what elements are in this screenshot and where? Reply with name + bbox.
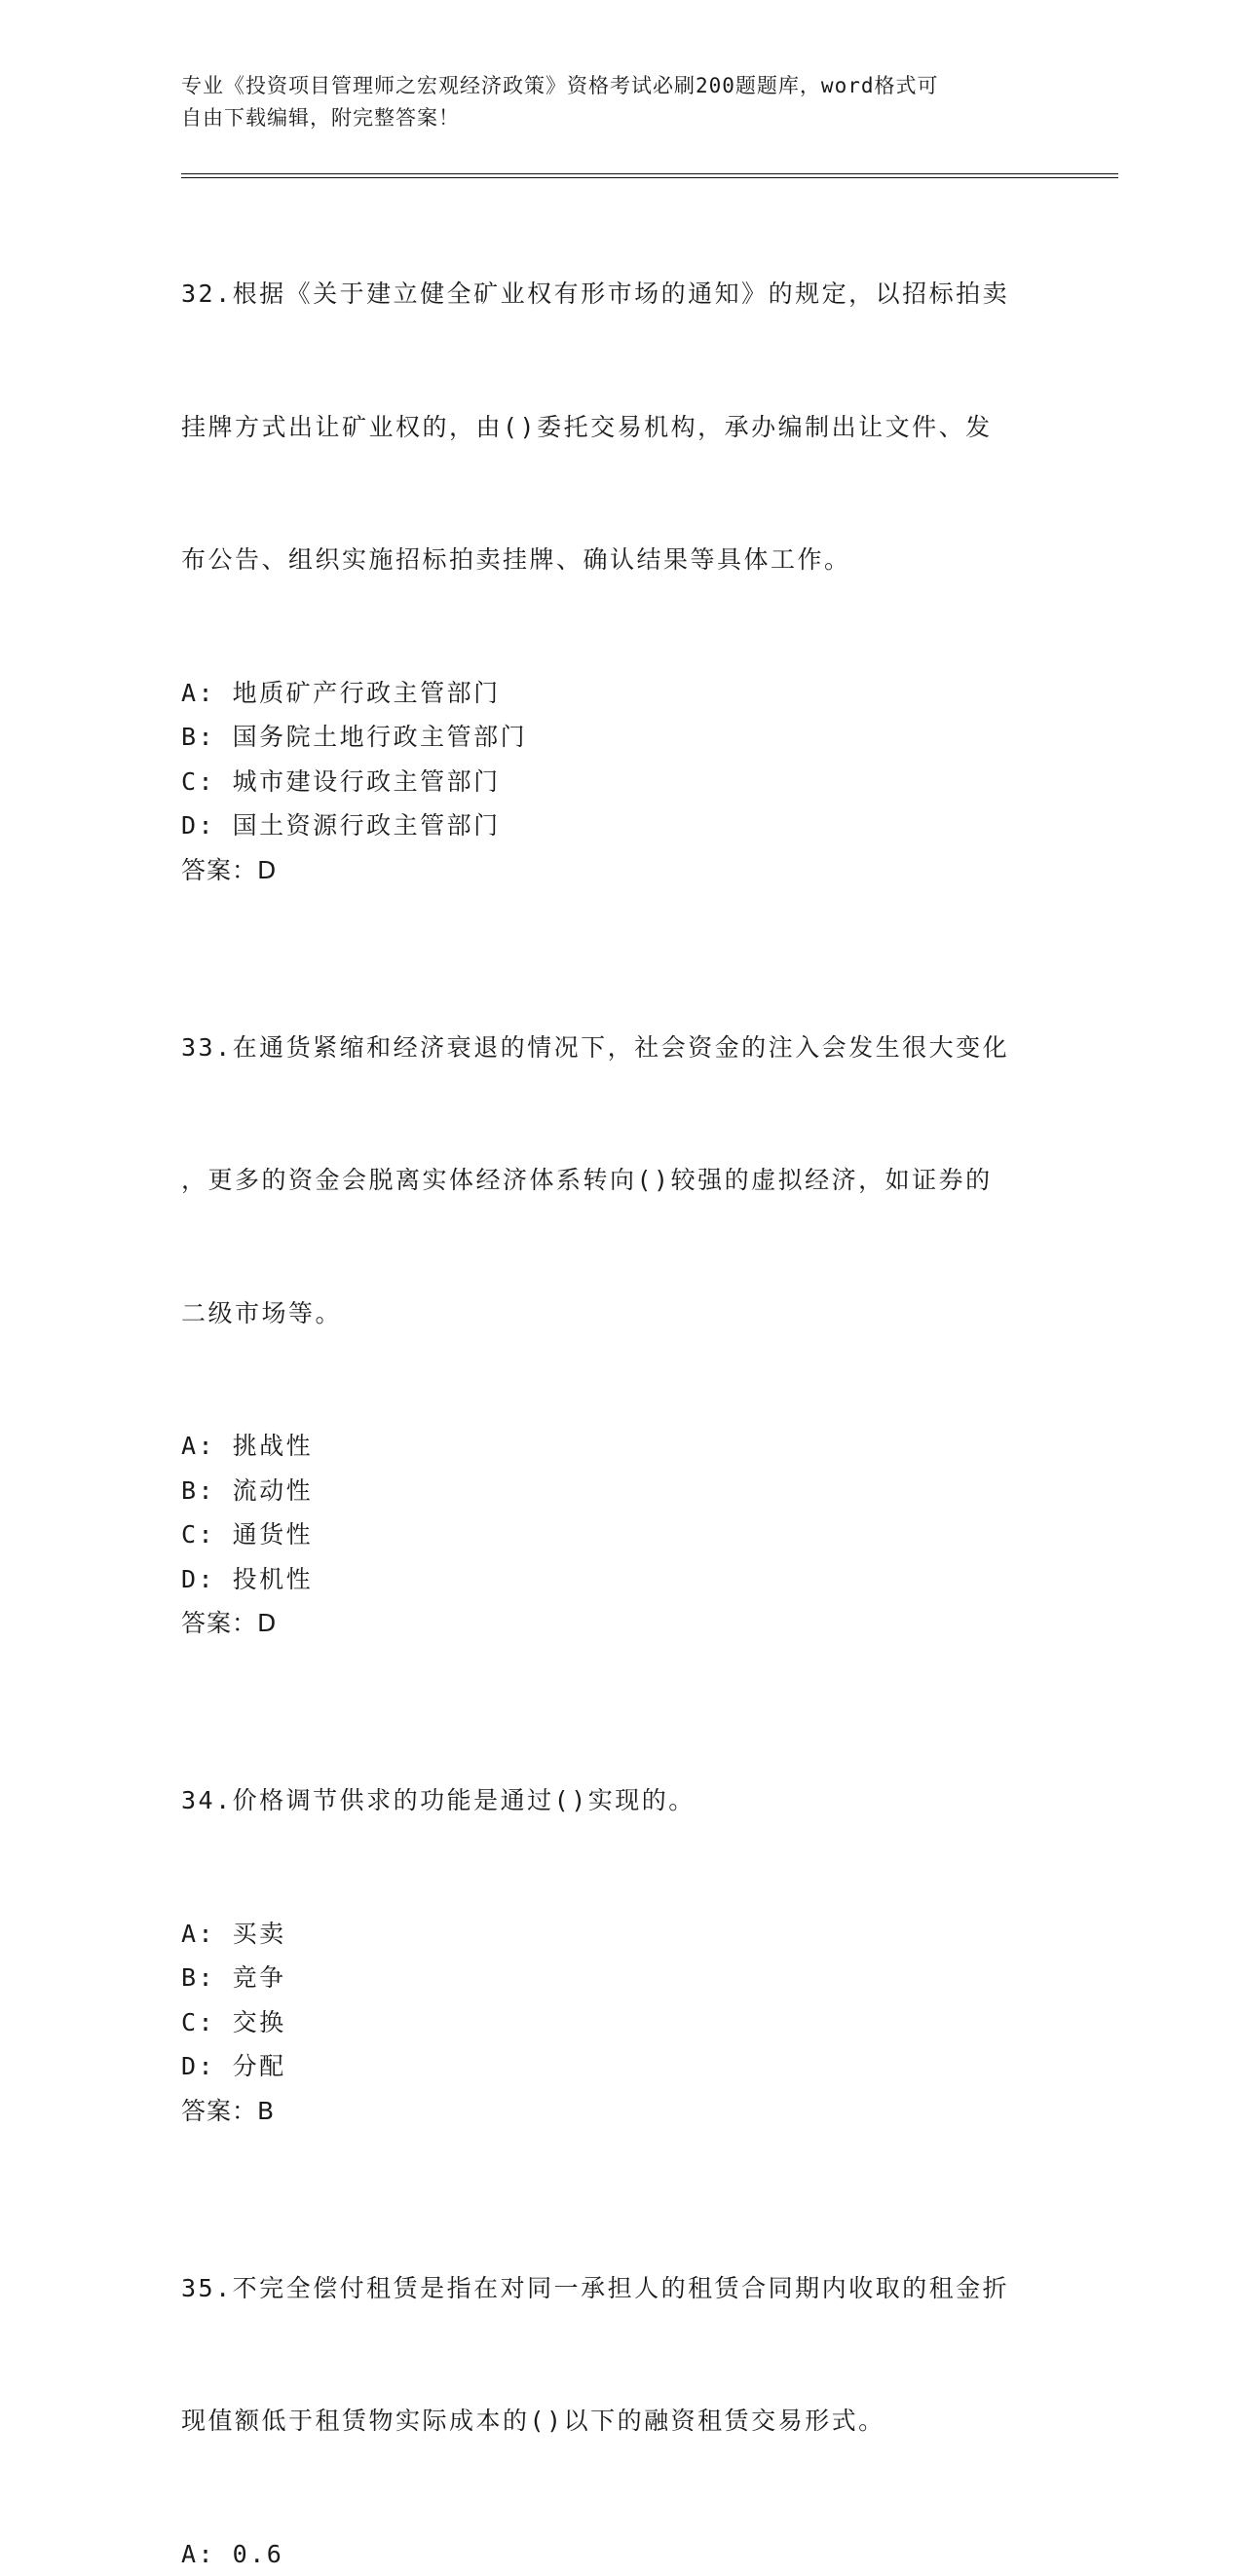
- option-a: A: 0.6: [181, 2532, 1058, 2576]
- option-a: A: 挑战性: [181, 1424, 1058, 1469]
- question-32: [181, 183, 1058, 892]
- option-b: B: 竞争: [181, 1956, 1058, 2000]
- option-c: C: 交换: [181, 2000, 1058, 2045]
- document-header: [181, 70, 1038, 134]
- option-b: B: 国务院土地行政主管部门: [181, 715, 1058, 760]
- option-c: C: 通货性: [181, 1512, 1058, 1557]
- option-c: C: 城市建设行政主管部门: [181, 760, 1058, 804]
- header-divider-bottom: [181, 177, 1118, 178]
- option-list: [181, 1424, 1058, 1601]
- stem-line: 34.价格调节供求的功能是通过()实现的。: [181, 1778, 1058, 1823]
- option-d: D: 投机性: [181, 1557, 1058, 1602]
- stem-line: 35.不完全偿付租赁是指在对同一承担人的租赁合同期内收取的租金折: [181, 2266, 1058, 2311]
- question-35: [181, 2178, 1058, 2576]
- header-line-1: 专业《投资项目管理师之宏观经济政策》资格考试必刷200题题库，word格式可: [181, 70, 1038, 102]
- question-stem: [181, 1690, 1058, 1912]
- question-list: [181, 183, 1058, 2576]
- stem-line: 32.根据《关于建立健全矿业权有形市场的通知》的规定，以招标拍卖: [181, 272, 1058, 317]
- stem-line: 布公告、组织实施招标拍卖挂牌、确认结果等具体工作。: [181, 538, 1058, 582]
- option-d: D: 分配: [181, 2044, 1058, 2089]
- question-stem: [181, 2178, 1058, 2532]
- stem-line: 二级市场等。: [181, 1291, 1058, 1336]
- question-33: [181, 937, 1058, 1646]
- answer-line: 答案：B: [181, 2089, 1058, 2134]
- option-a: A: 买卖: [181, 1912, 1058, 1957]
- question-34: [181, 1690, 1058, 2133]
- question-stem: [181, 937, 1058, 1425]
- answer-line: 答案：D: [181, 848, 1058, 893]
- option-b: B: 流动性: [181, 1469, 1058, 1513]
- option-list: [181, 671, 1058, 848]
- option-list: [181, 2532, 1058, 2576]
- stem-line: 现值额低于租赁物实际成本的()以下的融资租赁交易形式。: [181, 2399, 1058, 2444]
- stem-line: 33.在通货紧缩和经济衰退的情况下，社会资金的注入会发生很大变化: [181, 1026, 1058, 1070]
- option-a: A: 地质矿产行政主管部门: [181, 671, 1058, 716]
- question-stem: [181, 183, 1058, 671]
- option-d: D: 国土资源行政主管部门: [181, 803, 1058, 848]
- spacer: [181, 2133, 1058, 2178]
- spacer: [181, 1646, 1058, 1691]
- stem-line: 挂牌方式出让矿业权的，由()委托交易机构，承办编制出让文件、发: [181, 405, 1058, 450]
- option-list: [181, 1912, 1058, 2089]
- header-divider-top: [181, 173, 1118, 174]
- spacer: [181, 892, 1058, 937]
- stem-line: ，更多的资金会脱离实体经济体系转向()较强的虚拟经济，如证券的: [181, 1158, 1058, 1203]
- answer-line: 答案：D: [181, 1601, 1058, 1646]
- header-line-2: 自由下载编辑，附完整答案！: [181, 102, 1038, 134]
